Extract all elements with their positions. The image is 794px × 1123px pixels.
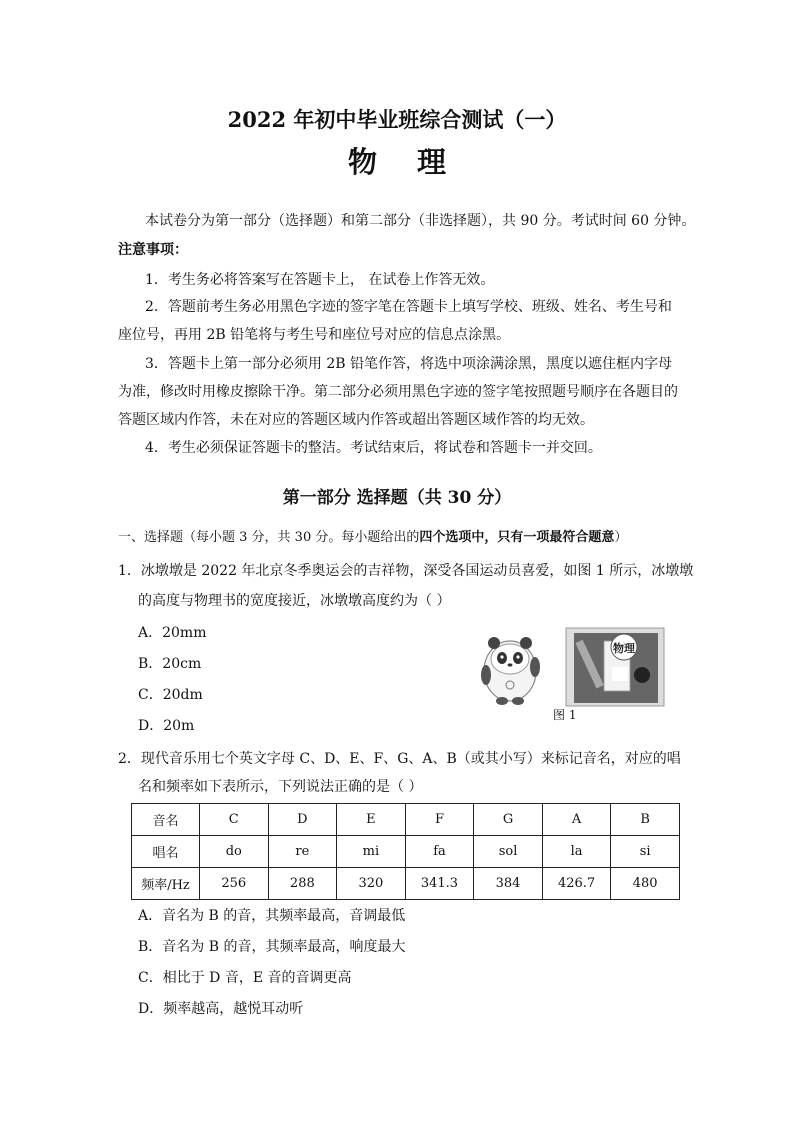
table-cell: si: [611, 836, 680, 868]
table-cell: D: [268, 804, 337, 836]
table-cell: 426.7: [542, 868, 611, 900]
table-cell: C: [200, 804, 269, 836]
table-cell: fa: [405, 836, 474, 868]
section-instruction: [118, 528, 627, 548]
notice-item-2-line-1: 2．答题前考生务必用黑色字迹的签字笔在答题卡上填写学校、班级、姓名、考生号和: [145, 299, 672, 315]
table-cell: A: [542, 804, 611, 836]
q2-option-b: B．音名为 B 的音，其频率最高，响度最大: [138, 939, 406, 955]
q1-option-b: B．20cm: [138, 656, 202, 672]
table-cell: do: [200, 836, 269, 868]
book-cover-text: 物理: [613, 642, 635, 655]
bing-dwen-dwen-mascot: [481, 637, 540, 705]
section-title: 第一部分 选择题（共 30 分）: [282, 488, 512, 508]
table-cell: 256: [200, 868, 269, 900]
notice-item-1: 1．考生务必将答案写在答题卡上， 在试卷上作答无效。: [145, 272, 495, 288]
table-cell: G: [474, 804, 543, 836]
table-cell: sol: [474, 836, 543, 868]
notice-item-3-line-3: 答题区域内作答，未在对应的答题区域内作答或超出答题区域作答的均无效。: [118, 412, 594, 428]
table-cell: E: [337, 804, 406, 836]
table-cell: 唱名: [132, 836, 200, 868]
table-row: [132, 868, 680, 900]
table-cell: 480: [611, 868, 680, 900]
notice-item-3-line-1: 3．答题卡上第一部分必须用 2B 铅笔作答，将选中项涂满涂黑，黑度以遮住框内字母: [145, 356, 673, 372]
table-cell: 频率/Hz: [132, 868, 200, 900]
q1-stem-line-1: 1．冰墩墩是 2022 年北京冬季奥运会的吉祥物，深受各国运动员喜爱，如图 1 所示，冰墩墩: [118, 563, 694, 579]
table-cell: 288: [268, 868, 337, 900]
table-cell: B: [611, 804, 680, 836]
table-cell: 320: [337, 868, 406, 900]
q1-option-a: A．20mm: [138, 625, 207, 641]
table-cell: la: [542, 836, 611, 868]
q2-option-d: D．频率越高，越悦耳动听: [138, 1001, 304, 1017]
notice-item-2-line-2: 座位号，再用 2B 铅笔将与考生号和座位号对应的信息点涂黑。: [118, 327, 511, 343]
instruction-emphasis: 四个选项中，只有一项最符合题意: [419, 530, 615, 545]
physics-book-photo: [566, 628, 664, 706]
figure-1-label: 图 1: [553, 708, 577, 722]
intro-text: 本试卷分为第一部分（选择题）和第二部分（非选择题），共 90 分。考试时间 60 分钟。: [145, 213, 696, 229]
subject-title: 物理: [347, 145, 486, 179]
frequency-table: [131, 803, 680, 900]
table-row: [132, 804, 680, 836]
exam-title: 2022 年初中毕业班综合测试（一）: [227, 107, 567, 132]
q2-stem-line-2: 名和频率如下表所示，下列说法正确的是（ ）: [138, 779, 423, 795]
table-cell: F: [405, 804, 474, 836]
instruction-part-c: ）: [614, 530, 628, 545]
table-cell: re: [268, 836, 337, 868]
table-cell: mi: [337, 836, 406, 868]
notice-heading: 注意事项：: [118, 242, 188, 258]
q2-option-c: C．相比于 D 音，E 音的音调更高: [138, 970, 352, 986]
notice-item-3-line-2: 为准，修改时用橡皮擦除干净。第二部分必须用黑色字迹的签字笔按照题号顺序在各题目的: [118, 384, 678, 400]
q1-stem-line-2: 的高度与物理书的宽度接近，冰墩墩高度约为（ ）: [138, 593, 451, 609]
notice-item-4: 4．考生必须保证答题卡的整洁。考试结束后，将试卷和答题卡一并交回。: [145, 440, 602, 456]
q2-option-a: A．音名为 B 的音，其频率最高，音调最低: [138, 908, 406, 924]
q1-option-c: C．20dm: [138, 687, 203, 703]
q1-option-d: D．20m: [138, 718, 195, 734]
table-cell: 341.3: [405, 868, 474, 900]
instruction-part-a: 一、选择题（每小题 3 分，共 30 分。每小题给出的: [118, 530, 420, 545]
table-cell: 384: [474, 868, 543, 900]
table-row: [132, 836, 680, 868]
table-cell: 音名: [132, 804, 200, 836]
q2-stem-line-1: 2．现代音乐用七个英文字母 C、D、E、F、G、A、B（或其小写）来标记音名，对应的唱: [118, 751, 681, 767]
